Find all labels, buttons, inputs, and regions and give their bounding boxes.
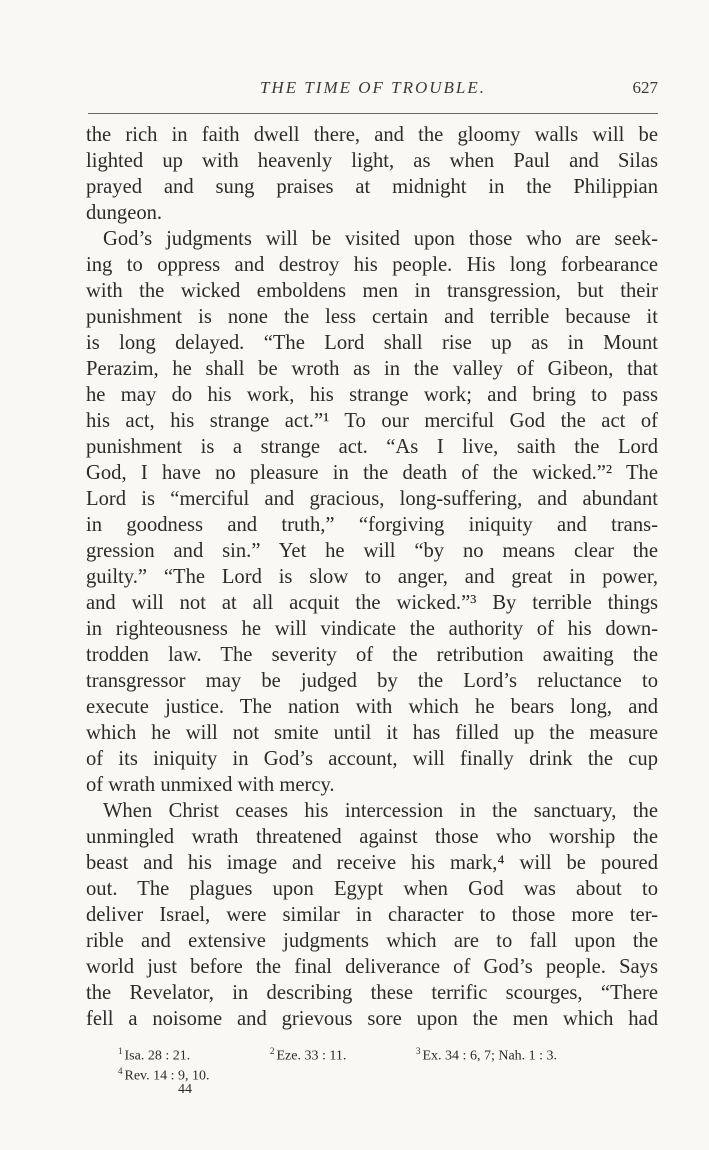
text-line: Lord is “merciful and gracious, long-suffering, and abundant bbox=[86, 488, 658, 510]
text-line: rible and extensive judgments which are to fall upon the bbox=[86, 930, 658, 952]
text-line: prayed and sung praises at midnight in the Philippian bbox=[86, 176, 658, 198]
text-line: the Revelator, in describing these terrific scourges, “There bbox=[86, 982, 658, 1004]
footnote-text: Rev. 14 : 9, 10. bbox=[124, 1068, 210, 1084]
text-line: out. The plagues upon Egypt when God was about to bbox=[86, 878, 658, 900]
running-title: THE TIME OF TROUBLE. bbox=[259, 78, 487, 97]
footnote-1 bbox=[118, 1043, 190, 1065]
text-line: gression and sin.” Yet he will “by no means clear the bbox=[86, 540, 658, 562]
footnote-mark: 4 bbox=[118, 1066, 123, 1076]
footnote-mark: 3 bbox=[416, 1046, 421, 1056]
footnote-text: Ex. 34 : 6, 7; Nah. 1 : 3. bbox=[422, 1048, 558, 1064]
text-line: of wrath unmixed with mercy. bbox=[86, 774, 335, 796]
text-line: in goodness and truth,” “forgiving iniquity and trans- bbox=[86, 514, 658, 536]
text-line: punishment is a strange act. “As I live, saith the Lord bbox=[86, 436, 658, 458]
page-number: 627 bbox=[632, 78, 658, 97]
text-line: transgressor may be judged by the Lord’s reluctance to bbox=[86, 670, 658, 692]
footnote-4 bbox=[118, 1063, 210, 1085]
text-line: ing to oppress and destroy his people. His long forbearance bbox=[86, 254, 658, 276]
text-line: his act, his strange act.”¹ To our merciful God the act of bbox=[86, 410, 658, 432]
text-line: punishment is none the less certain and terrible because it bbox=[86, 306, 658, 328]
text-line: fell a noisome and grievous sore upon the men which had bbox=[86, 1008, 658, 1030]
footnote-text: Isa. 28 : 21. bbox=[124, 1048, 191, 1064]
text-line: deliver Israel, were similar in character to those more ter- bbox=[86, 904, 658, 926]
footnote-text: Eze. 33 : 11. bbox=[276, 1048, 347, 1064]
text-line: he may do his work, his strange work; and bring to pass bbox=[86, 384, 658, 406]
text-line: Perazim, he shall be wroth as in the valley of Gibeon, that bbox=[86, 358, 658, 380]
text-line: God, I have no pleasure in the death of the wicked.”² The bbox=[86, 462, 658, 484]
text-line: of its iniquity in God’s account, will finally drink the cup bbox=[86, 748, 658, 770]
text-line: world just before the final deliverance of God’s people. Says bbox=[86, 956, 658, 978]
footnote-mark: 1 bbox=[118, 1046, 123, 1056]
text-line: is long delayed. “The Lord shall rise up as in Mount bbox=[86, 332, 658, 354]
body-text bbox=[86, 122, 658, 1032]
header-rule bbox=[88, 113, 658, 114]
text-line: unmingled wrath threatened against those who worship the bbox=[86, 826, 658, 848]
running-head bbox=[88, 78, 658, 102]
text-line: dungeon. bbox=[86, 202, 163, 224]
text-line: When Christ ceases his intercession in the sanctuary, the bbox=[103, 800, 658, 822]
footnote-mark: 2 bbox=[270, 1046, 275, 1056]
footnote-3 bbox=[416, 1043, 557, 1065]
text-line: God’s judgments will be visited upon those who are seek- bbox=[103, 228, 658, 250]
text-line: guilty.” “The Lord is slow to anger, and great in power, bbox=[86, 566, 658, 588]
text-line: lighted up with heavenly light, as when Paul and Silas bbox=[86, 150, 658, 172]
text-line: in righteousness he will vindicate the authority of his down- bbox=[86, 618, 658, 640]
signature-mark: 44 bbox=[178, 1082, 192, 1097]
text-line: and will not at all acquit the wicked.”³ By terrible things bbox=[86, 592, 658, 614]
footnote-2 bbox=[270, 1043, 346, 1065]
text-line: trodden law. The severity of the retribution awaiting the bbox=[86, 644, 658, 666]
text-line: the rich in faith dwell there, and the gloomy walls will be bbox=[86, 124, 658, 146]
text-line: with the wicked emboldens men in transgression, but their bbox=[86, 280, 658, 302]
text-line: beast and his image and receive his mark,⁴ will be poured bbox=[86, 852, 658, 874]
text-line: execute justice. The nation with which he bears long, and bbox=[86, 696, 658, 718]
text-line: which he will not smite until it has filled up the measure bbox=[86, 722, 658, 744]
